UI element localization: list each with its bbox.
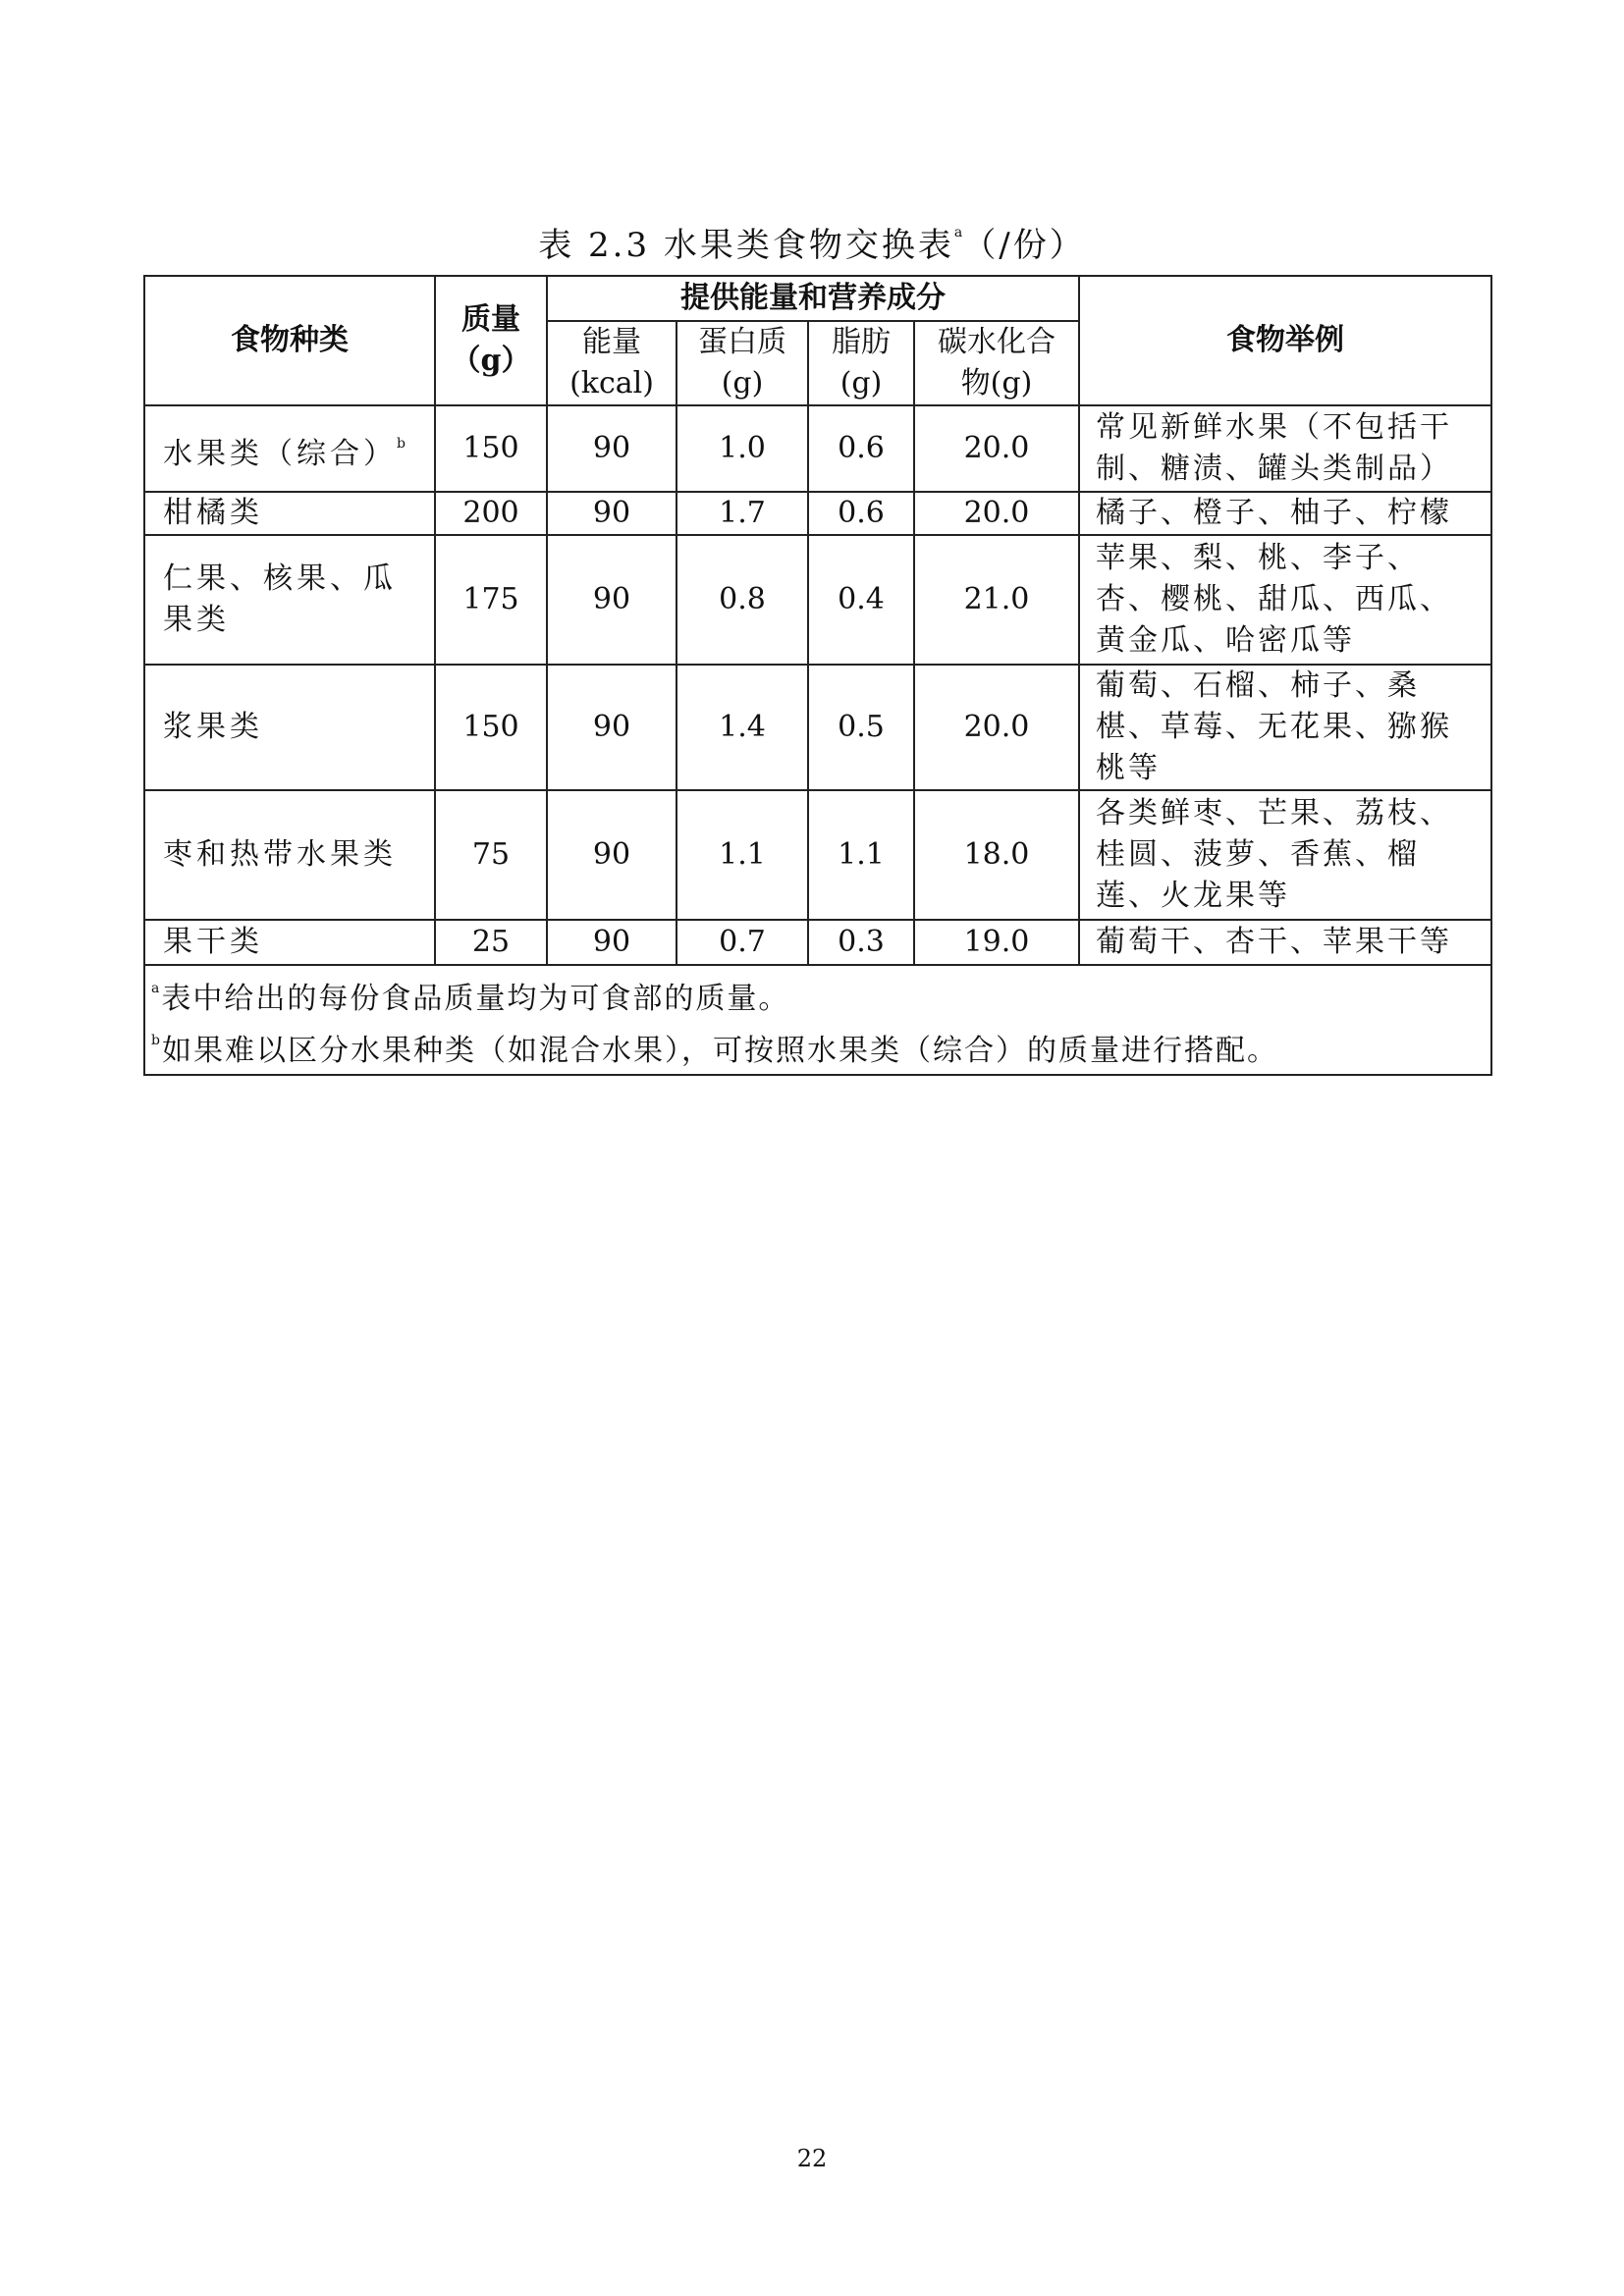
header-protein bbox=[677, 321, 808, 405]
header-fat-line2: (g) bbox=[839, 366, 883, 400]
footnote bbox=[151, 1020, 1485, 1072]
cell-fat: 0.3 bbox=[808, 920, 914, 965]
header-protein-line1: 蛋白质 bbox=[698, 325, 786, 359]
header-examples: 食物举例 bbox=[1079, 276, 1491, 405]
cell-energy: 90 bbox=[547, 405, 677, 492]
cell-mass: 75 bbox=[435, 790, 547, 920]
table-row bbox=[144, 665, 1491, 790]
footnotes-row bbox=[144, 965, 1491, 1075]
cell-examples: 橘子、橙子、柚子、柠檬 bbox=[1079, 492, 1491, 535]
footnote-mark: a bbox=[151, 981, 162, 996]
cell-carb: 21.0 bbox=[914, 535, 1079, 665]
cell-protein: 1.4 bbox=[677, 665, 808, 790]
header-protein-line2: (g) bbox=[721, 366, 764, 400]
header-carb-line2: 物(g) bbox=[960, 366, 1033, 400]
footnote-mark: b bbox=[151, 1033, 162, 1048]
cell-name: 仁果、核果、瓜果类 bbox=[144, 535, 435, 665]
header-nutrients-group: 提供能量和营养成分 bbox=[547, 276, 1079, 321]
cell-protein: 1.0 bbox=[677, 405, 808, 492]
cell-mass: 150 bbox=[435, 665, 547, 790]
cell-energy: 90 bbox=[547, 535, 677, 665]
footnotes-cell bbox=[144, 965, 1491, 1075]
header-carb-line1: 碳水化合 bbox=[938, 325, 1056, 359]
cell-name: 浆果类 bbox=[144, 665, 435, 790]
header-mass-line2: （g） bbox=[451, 344, 531, 378]
cell-examples: 各类鲜枣、芒果、荔枝、桂圆、菠萝、香蕉、榴莲、火龙果等 bbox=[1079, 790, 1491, 920]
cell-fat: 0.6 bbox=[808, 405, 914, 492]
cell-mass: 25 bbox=[435, 920, 547, 965]
cell-energy: 90 bbox=[547, 790, 677, 920]
cell-name: 枣和热带水果类 bbox=[144, 790, 435, 920]
table-row bbox=[144, 405, 1491, 492]
cell-carb: 20.0 bbox=[914, 492, 1079, 535]
footnote bbox=[151, 968, 1485, 1020]
table-row bbox=[144, 535, 1491, 665]
cell-carb: 19.0 bbox=[914, 920, 1079, 965]
cell-examples: 常见新鲜水果（不包括干制、糖渍、罐头类制品） bbox=[1079, 405, 1491, 492]
cell-examples: 葡萄、石榴、柿子、桑椹、草莓、无花果、猕猴桃等 bbox=[1079, 665, 1491, 790]
cell-protein: 0.7 bbox=[677, 920, 808, 965]
header-row-1 bbox=[144, 276, 1491, 321]
cell-carb: 20.0 bbox=[914, 405, 1079, 492]
footnote-text: 表中给出的每份食品质量均为可食部的质量。 bbox=[161, 982, 790, 1016]
row-name-text: 水果类（综合） bbox=[163, 436, 397, 471]
cell-protein: 0.8 bbox=[677, 535, 808, 665]
footnote-text: 如果难以区分水果种类（如混合水果），可按照水果类（综合）的质量进行搭配。 bbox=[161, 1034, 1278, 1068]
table-row bbox=[144, 920, 1491, 965]
header-fat-line1: 脂肪 bbox=[832, 325, 891, 359]
header-food-type: 食物种类 bbox=[144, 276, 435, 405]
cell-fat: 0.5 bbox=[808, 665, 914, 790]
table-caption bbox=[0, 218, 1624, 266]
cell-examples: 苹果、梨、桃、李子、杏、樱桃、甜瓜、西瓜、黄金瓜、哈密瓜等 bbox=[1079, 535, 1491, 665]
header-energy-line2: (kcal) bbox=[569, 366, 654, 400]
cell-energy: 90 bbox=[547, 492, 677, 535]
cell-fat: 0.6 bbox=[808, 492, 914, 535]
caption-suffix: （/份） bbox=[962, 226, 1086, 265]
page-number: 22 bbox=[796, 2145, 828, 2172]
cell-mass: 175 bbox=[435, 535, 547, 665]
table-row bbox=[144, 492, 1491, 535]
cell-carb: 18.0 bbox=[914, 790, 1079, 920]
cell-name: 果干类 bbox=[144, 920, 435, 965]
caption-footnote-mark: a bbox=[953, 225, 963, 240]
header-energy bbox=[547, 321, 677, 405]
cell-energy: 90 bbox=[547, 665, 677, 790]
caption-prefix: 表 2.3 水果类食物交换表 bbox=[538, 226, 954, 265]
fruit-exchange-table bbox=[143, 275, 1492, 1076]
cell-mass: 150 bbox=[435, 405, 547, 492]
row-footnote-mark: b bbox=[397, 435, 409, 452]
cell-mass: 200 bbox=[435, 492, 547, 535]
header-mass bbox=[435, 276, 547, 405]
cell-carb: 20.0 bbox=[914, 665, 1079, 790]
table-row bbox=[144, 790, 1491, 920]
cell-fat: 0.4 bbox=[808, 535, 914, 665]
header-carb bbox=[914, 321, 1079, 405]
cell-protein: 1.1 bbox=[677, 790, 808, 920]
cell-name: 柑橘类 bbox=[144, 492, 435, 535]
header-fat bbox=[808, 321, 914, 405]
cell-name bbox=[144, 405, 435, 492]
cell-examples: 葡萄干、杏干、苹果干等 bbox=[1079, 920, 1491, 965]
header-mass-line1: 质量 bbox=[461, 302, 520, 337]
header-energy-line1: 能量 bbox=[582, 325, 641, 359]
cell-energy: 90 bbox=[547, 920, 677, 965]
cell-protein: 1.7 bbox=[677, 492, 808, 535]
cell-fat: 1.1 bbox=[808, 790, 914, 920]
